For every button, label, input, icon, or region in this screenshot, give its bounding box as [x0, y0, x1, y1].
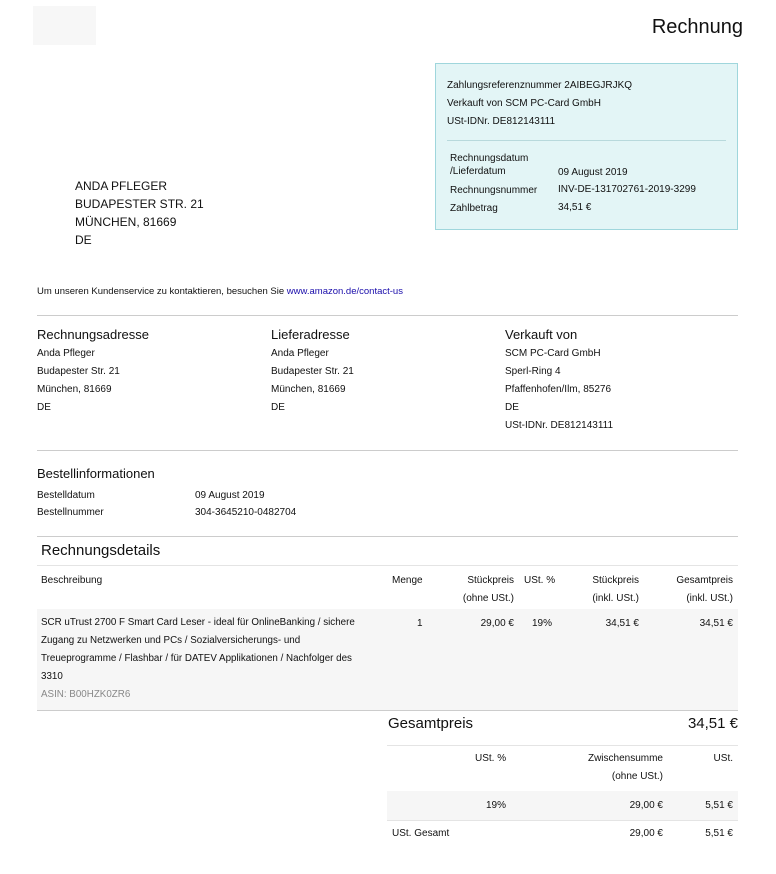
invoice-number-value: INV-DE-131702761-2019-3299	[558, 184, 696, 195]
summary-vat-amount: 5,51 €	[705, 800, 733, 811]
billing-address-heading: Rechnungsadresse	[37, 327, 150, 342]
vat-total-subtotal: 29,00 €	[629, 828, 663, 839]
divider	[37, 536, 738, 537]
vat-id-line: USt-IDNr. DE812143111	[447, 116, 556, 127]
divider	[447, 140, 726, 141]
item-asin: ASIN: B00HZK0ZR6	[41, 689, 131, 700]
item-vat-rate: 19%	[532, 618, 553, 629]
divider	[37, 710, 738, 711]
sold-by-heading: Verkauft von	[505, 327, 578, 342]
order-number-value: 304-3645210-0482704	[195, 507, 297, 518]
item-unit-price-gross: 34,51 €	[605, 618, 639, 629]
grand-total-amount: 34,51 €	[687, 715, 738, 732]
col-subtotal: Zwischensumme (ohne USt.)	[587, 753, 663, 782]
item-unit-price-net: 29,00 €	[480, 618, 514, 629]
billing-line: Budapester Str. 21	[37, 366, 120, 377]
sold-by-line: DE	[505, 402, 519, 413]
sold-by-line: USt-IDNr. DE812143111	[505, 420, 614, 431]
sold-by-line: SCM PC-Card GmbH	[505, 348, 601, 359]
order-info-heading: Bestellinformationen	[37, 466, 155, 481]
contact-link[interactable]: www.amazon.de/contact-us	[286, 286, 403, 297]
grand-total-label: Gesamtpreis	[388, 715, 474, 732]
billing-line: München, 81669	[37, 384, 112, 395]
contact-line: Um unseren Kundenservice zu kontaktieren, besuchen Sie www.amazon.de/contact-us	[37, 286, 403, 297]
divider	[37, 315, 738, 316]
invoice-date-value: 09 August 2019	[558, 167, 628, 178]
col-unit-price-net: Stückpreis (ohne USt.)	[462, 575, 514, 604]
col-quantity: Menge	[392, 575, 423, 586]
invoice-details-heading: Rechnungsdetails	[41, 542, 161, 559]
invoice-number-label: Rechnungsnummer	[450, 185, 538, 196]
shipping-line: München, 81669	[271, 384, 346, 395]
summary-vat-rate: 19%	[486, 800, 507, 811]
shipping-line: DE	[271, 402, 285, 413]
vat-total-amount: 5,51 €	[705, 828, 733, 839]
item-description: SCR uTrust 2700 F Smart Card Leser - ideal für OnlineBanking / sichere Zugang zu Netzwerken und PCs / Sozialversicherungs- und Treueprogramme / Flashbar / für DATEV Applikationen / Nachfolger des 3310 ASIN: B00HZK0ZR6	[41, 614, 355, 704]
invoice-date-label: Rechnungsdatum /Lieferdatum	[450, 153, 529, 177]
recipient-street: BUDAPESTER STR. 21	[75, 197, 204, 211]
sold-by-line: Pfaffenhofen/Ilm, 85276	[505, 384, 612, 395]
shipping-line: Budapester Str. 21	[271, 366, 354, 377]
col-vat-rate-summary: USt. %	[475, 753, 507, 764]
recipient-name: ANDA PFLEGER	[75, 179, 168, 193]
billing-line: Anda Pfleger	[37, 348, 95, 359]
divider	[387, 745, 738, 746]
col-vat-rate: USt. %	[524, 575, 556, 586]
divider	[37, 450, 738, 451]
vat-total-label: USt. Gesamt	[392, 828, 450, 839]
sold-by-line: Sperl-Ring 4	[505, 366, 561, 377]
divider	[37, 565, 738, 566]
shipping-line: Anda Pfleger	[271, 348, 329, 359]
billing-line: DE	[37, 402, 51, 413]
order-date-label: Bestelldatum	[37, 490, 95, 501]
recipient-city: MÜNCHEN, 81669	[75, 215, 177, 229]
amount-due-label: Zahlbetrag	[450, 203, 498, 214]
logo-placeholder	[33, 6, 96, 45]
col-vat-amount: USt.	[713, 753, 733, 764]
invoice-summary-box	[435, 63, 738, 230]
shipping-address-heading: Lieferadresse	[271, 327, 350, 342]
item-total-price: 34,51 €	[699, 618, 733, 629]
amount-due-value: 34,51 €	[558, 202, 592, 213]
page-title: Rechnung	[651, 16, 743, 38]
col-unit-price-gross: Stückpreis (inkl. USt.)	[592, 575, 639, 604]
order-date-value: 09 August 2019	[195, 490, 265, 501]
divider	[387, 820, 738, 821]
col-total-price: Gesamtpreis (inkl. USt.)	[676, 575, 733, 604]
recipient-country: DE	[75, 233, 92, 247]
summary-subtotal: 29,00 €	[629, 800, 663, 811]
item-quantity: 1	[417, 618, 423, 629]
col-description: Beschreibung	[41, 575, 103, 586]
sold-by-line: Verkauft von SCM PC-Card GmbH	[447, 98, 601, 109]
payment-reference: Zahlungsreferenznummer 2AIBEGJRJKQ	[447, 80, 633, 91]
order-number-label: Bestellnummer	[37, 507, 104, 518]
